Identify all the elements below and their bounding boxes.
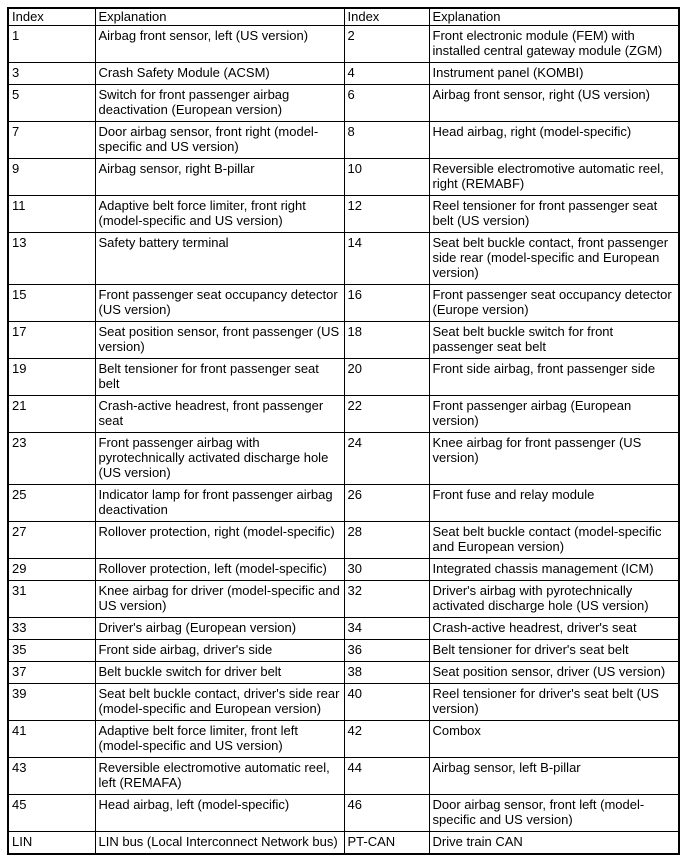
index-cell: 25 — [8, 485, 95, 522]
explanation-cell: Switch for front passenger airbag deactivation (European version) — [95, 85, 344, 122]
explanation-cell: Belt buckle switch for driver belt — [95, 662, 344, 684]
explanation-cell: Airbag sensor, left B-pillar — [429, 758, 679, 795]
index-cell: 15 — [8, 285, 95, 322]
explanation-cell: Rollover protection, left (model-specific) — [95, 559, 344, 581]
explanation-cell: Airbag sensor, right B-pillar — [95, 159, 344, 196]
explanation-cell: Front passenger seat occupancy detector (Europe version) — [429, 285, 679, 322]
header-row — [8, 8, 679, 26]
table-row — [8, 285, 679, 322]
table-row — [8, 559, 679, 581]
table-row — [8, 196, 679, 233]
table-row — [8, 581, 679, 618]
table-row — [8, 396, 679, 433]
table-row — [8, 433, 679, 485]
index-cell: 18 — [344, 322, 429, 359]
explanation-cell: Driver's airbag with pyrotechnically activated discharge hole (US version) — [429, 581, 679, 618]
index-cell: 12 — [344, 196, 429, 233]
index-cell: 7 — [8, 122, 95, 159]
explanation-cell: Front fuse and relay module — [429, 485, 679, 522]
table-row — [8, 758, 679, 795]
index-cell: 37 — [8, 662, 95, 684]
explanation-cell: Combox — [429, 721, 679, 758]
explanation-cell: Knee airbag for driver (model-specific and US version) — [95, 581, 344, 618]
explanation-cell: Front passenger airbag with pyrotechnically activated discharge hole (US version) — [95, 433, 344, 485]
explanation-cell: Front passenger airbag (European version) — [429, 396, 679, 433]
explanation-cell: Seat belt buckle contact, front passenger side rear (model-specific and European version) — [429, 233, 679, 285]
explanation-cell: Adaptive belt force limiter, front right (model-specific and US version) — [95, 196, 344, 233]
explanation-cell: Seat belt buckle switch for front passenger seat belt — [429, 322, 679, 359]
index-cell: 6 — [344, 85, 429, 122]
table-row — [8, 832, 679, 855]
explanation-cell: Rollover protection, right (model-specific) — [95, 522, 344, 559]
index-cell: 11 — [8, 196, 95, 233]
index-cell: 3 — [8, 63, 95, 85]
table-row — [8, 159, 679, 196]
index-cell: LIN — [8, 832, 95, 855]
index-cell: 17 — [8, 322, 95, 359]
index-cell: 2 — [344, 26, 429, 63]
explanation-cell: Instrument panel (KOMBI) — [429, 63, 679, 85]
table-row — [8, 721, 679, 758]
explanation-cell: Seat belt buckle contact, driver's side rear (model-specific and European version) — [95, 684, 344, 721]
index-cell: 5 — [8, 85, 95, 122]
index-cell: 35 — [8, 640, 95, 662]
explanation-cell: Front passenger seat occupancy detector (US version) — [95, 285, 344, 322]
explanation-cell: Drive train CAN — [429, 832, 679, 855]
explanation-cell: Seat position sensor, front passenger (US version) — [95, 322, 344, 359]
table-row — [8, 662, 679, 684]
index-cell: 30 — [344, 559, 429, 581]
explanation-cell: Driver's airbag (European version) — [95, 618, 344, 640]
explanation-cell: LIN bus (Local Interconnect Network bus) — [95, 832, 344, 855]
explanation-cell: Integrated chassis management (ICM) — [429, 559, 679, 581]
table-row — [8, 322, 679, 359]
table-row — [8, 640, 679, 662]
index-cell: 20 — [344, 359, 429, 396]
index-cell: 32 — [344, 581, 429, 618]
index-cell: 42 — [344, 721, 429, 758]
table-row — [8, 63, 679, 85]
explanation-cell: Reel tensioner for driver's seat belt (US version) — [429, 684, 679, 721]
explanation-cell: Indicator lamp for front passenger airbag deactivation — [95, 485, 344, 522]
index-cell: 39 — [8, 684, 95, 721]
table-row — [8, 522, 679, 559]
index-cell: 14 — [344, 233, 429, 285]
table-row — [8, 795, 679, 832]
index-cell: 1 — [8, 26, 95, 63]
index-cell: 19 — [8, 359, 95, 396]
explanation-cell: Seat position sensor, driver (US version) — [429, 662, 679, 684]
explanation-cell: Safety battery terminal — [95, 233, 344, 285]
index-cell: 4 — [344, 63, 429, 85]
index-cell: 24 — [344, 433, 429, 485]
explanation-cell: Reversible electromotive automatic reel, right (REMABF) — [429, 159, 679, 196]
explanation-cell: Front side airbag, driver's side — [95, 640, 344, 662]
table-row — [8, 684, 679, 721]
table-row — [8, 122, 679, 159]
column-header-index-left: Index — [8, 8, 95, 26]
explanation-cell: Seat belt buckle contact (model-specific and European version) — [429, 522, 679, 559]
index-cell: 27 — [8, 522, 95, 559]
index-cell: 34 — [344, 618, 429, 640]
table-row — [8, 85, 679, 122]
index-cell: 23 — [8, 433, 95, 485]
index-cell: 13 — [8, 233, 95, 285]
explanation-cell: Crash Safety Module (ACSM) — [95, 63, 344, 85]
index-cell: 22 — [344, 396, 429, 433]
index-cell: 29 — [8, 559, 95, 581]
explanation-cell: Crash-active headrest, front passenger seat — [95, 396, 344, 433]
explanation-cell: Belt tensioner for front passenger seat belt — [95, 359, 344, 396]
index-cell: 36 — [344, 640, 429, 662]
table-body — [8, 26, 679, 855]
explanation-cell: Door airbag sensor, front right (model-specific and US version) — [95, 122, 344, 159]
table-row — [8, 26, 679, 63]
explanation-cell: Belt tensioner for driver's seat belt — [429, 640, 679, 662]
index-cell: 9 — [8, 159, 95, 196]
column-header-index-right: Index — [344, 8, 429, 26]
index-cell: PT-CAN — [344, 832, 429, 855]
explanation-cell: Front side airbag, front passenger side — [429, 359, 679, 396]
index-cell: 40 — [344, 684, 429, 721]
explanation-cell: Knee airbag for front passenger (US version) — [429, 433, 679, 485]
column-header-explanation-left: Explanation — [95, 8, 344, 26]
table-row — [8, 359, 679, 396]
explanation-cell: Airbag front sensor, left (US version) — [95, 26, 344, 63]
index-cell: 8 — [344, 122, 429, 159]
explanation-cell: Front electronic module (FEM) with installed central gateway module (ZGM) — [429, 26, 679, 63]
explanation-cell: Crash-active headrest, driver's seat — [429, 618, 679, 640]
table-row — [8, 485, 679, 522]
table-row — [8, 233, 679, 285]
index-cell: 16 — [344, 285, 429, 322]
index-cell: 38 — [344, 662, 429, 684]
explanation-cell: Reversible electromotive automatic reel, left (REMAFA) — [95, 758, 344, 795]
explanation-cell: Adaptive belt force limiter, front left (model-specific and US version) — [95, 721, 344, 758]
index-cell: 10 — [344, 159, 429, 196]
index-cell: 46 — [344, 795, 429, 832]
index-cell: 21 — [8, 396, 95, 433]
explanation-cell: Airbag front sensor, right (US version) — [429, 85, 679, 122]
column-header-explanation-right: Explanation — [429, 8, 679, 26]
index-cell: 26 — [344, 485, 429, 522]
index-cell: 28 — [344, 522, 429, 559]
index-legend-table — [7, 7, 680, 855]
explanation-cell: Reel tensioner for front passenger seat belt (US version) — [429, 196, 679, 233]
index-cell: 31 — [8, 581, 95, 618]
explanation-cell: Head airbag, left (model-specific) — [95, 795, 344, 832]
index-cell: 44 — [344, 758, 429, 795]
index-cell: 45 — [8, 795, 95, 832]
explanation-cell: Head airbag, right (model-specific) — [429, 122, 679, 159]
table-row — [8, 618, 679, 640]
index-cell: 43 — [8, 758, 95, 795]
index-cell: 33 — [8, 618, 95, 640]
explanation-cell: Door airbag sensor, front left (model-specific and US version) — [429, 795, 679, 832]
index-cell: 41 — [8, 721, 95, 758]
